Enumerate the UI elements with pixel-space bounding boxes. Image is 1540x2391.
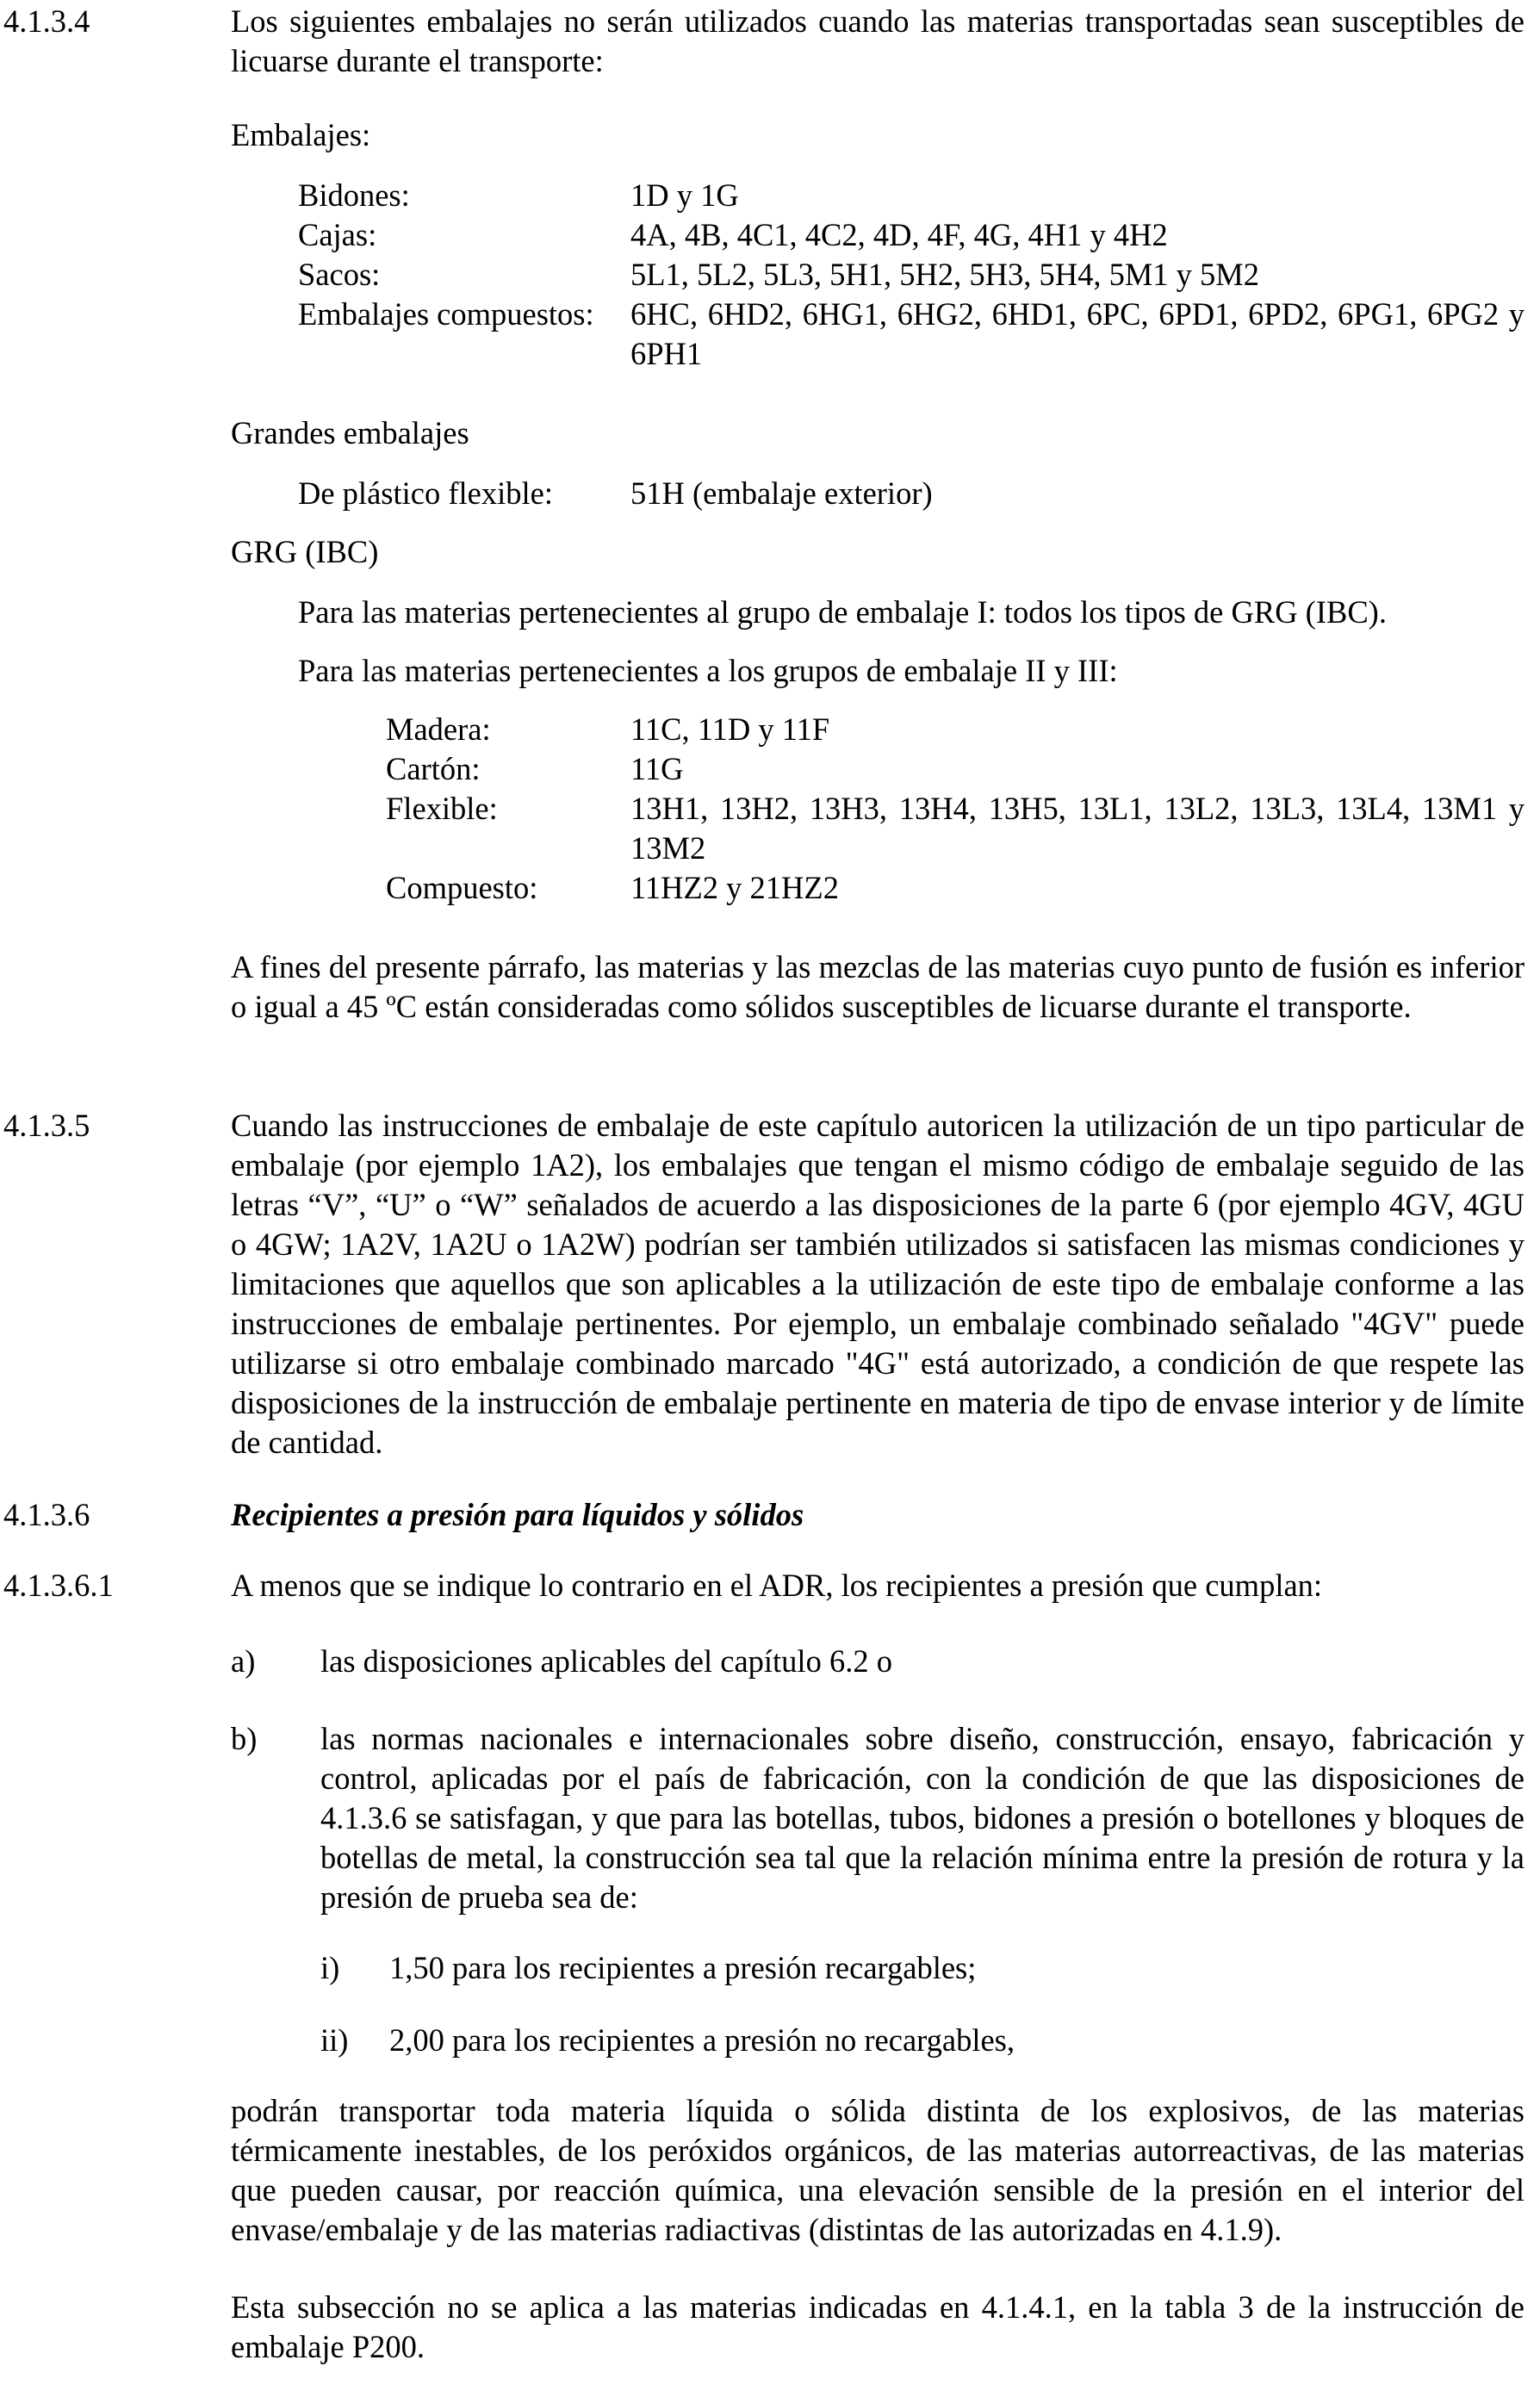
embalajes-label-sacos: Sacos: xyxy=(298,257,381,292)
grg-value-madera: 11C, 11D y 11F xyxy=(630,711,830,747)
list-item-a-text: las disposiciones aplicables del capítulo 6.2 o xyxy=(320,1643,892,1679)
grg-value-carton: 11G xyxy=(630,751,684,786)
grg-heading: GRG (IBC) xyxy=(231,534,379,569)
section-number-4-1-3-4: 4.1.3.4 xyxy=(3,3,90,39)
grg-label-madera: Madera: xyxy=(386,711,491,747)
embalajes-value-cajas: 4A, 4B, 4C1, 4C2, 4D, 4F, 4G, 4H1 y 4H2 xyxy=(630,217,1168,252)
list-item-i-text: 1,50 para los recipientes a presión recargables; xyxy=(389,1950,977,1985)
section-4-1-3-6-1-intro: A menos que se indique lo contrario en el ADR, los recipientes a presión que cumplan: xyxy=(231,1568,1323,1603)
list-marker-b: b) xyxy=(231,1721,258,1756)
section-4-1-3-4-closing: A fines del presente párrafo, las materias y las mezclas de las materias cuyo punto de fusión es inferior o igual a 45 ºC están consideradas como sólidos susceptibles de licuarse durante el transporte. xyxy=(231,949,1524,1024)
grg-group-2-3-text: Para las materias pertenecientes a los grupos de embalaje II y III: xyxy=(298,653,1118,688)
list-marker-ii: ii) xyxy=(320,2022,349,2058)
list-item-b-text: las normas nacionales e internacionales sobre diseño, construcción, ensayo, fabricación y control, aplicadas por el país de fabricación, con la condición de que las disposiciones de 4.1.3.6 se satisfagan, y que para las botellas, tubos, bidones a presión o botellones y bloques de botellas de metal, la construcción sea tal que la relación mínima entre la presión de rotura y la presión de prueba sea de: xyxy=(320,1721,1524,1915)
section-number-4-1-3-5: 4.1.3.5 xyxy=(3,1108,90,1143)
section-number-4-1-3-6-1: 4.1.3.6.1 xyxy=(3,1568,114,1603)
list-item-ii-text: 2,00 para los recipientes a presión no recargables, xyxy=(389,2022,1015,2058)
section-number-4-1-3-6: 4.1.3.6 xyxy=(3,1497,90,1532)
list-marker-i: i) xyxy=(320,1950,340,1985)
embalajes-value-compuestos: 6HC, 6HD2, 6HG1, 6HG2, 6HD1, 6PC, 6PD1, 6PD2, 6PG1, 6PG2 y 6PH1 xyxy=(630,296,1524,371)
grg-label-compuesto: Compuesto: xyxy=(386,870,538,905)
grg-label-flexible: Flexible: xyxy=(386,791,498,826)
grandes-embalajes-heading: Grandes embalajes xyxy=(231,415,469,450)
grg-value-flexible: 13H1, 13H2, 13H3, 13H4, 13H5, 13L1, 13L2, 13L3, 13L4, 13M1 y 13M2 xyxy=(630,791,1524,866)
embalajes-value-sacos: 5L1, 5L2, 5L3, 5H1, 5H2, 5H3, 5H4, 5M1 y 5M2 xyxy=(630,257,1259,292)
section-4-1-3-6-1-closing: podrán transportar toda materia líquida o sólida distinta de los explosivos, de las materias térmicamente inestables, de los peróxidos orgánicos, de las materias autorreactivas, de las materias que pueden causar, por reacción química, una elevación sensible de la presión en el interior del envase/embalaje y de las materias radiactivas (distintas de las autorizadas en 4.1.9). xyxy=(231,2093,1524,2247)
embalajes-label-cajas: Cajas: xyxy=(298,217,377,252)
section-4-1-3-6-1-note: Esta subsección no se aplica a las materias indicadas en 4.1.4.1, en la tabla 3 de la instrucción de embalaje P200. xyxy=(231,2289,1524,2364)
embalajes-label-bidones: Bidones: xyxy=(298,177,410,213)
grg-value-compuesto: 11HZ2 y 21HZ2 xyxy=(630,870,839,905)
section-4-1-3-6-title: Recipientes a presión para líquidos y sólidos xyxy=(231,1497,804,1532)
grandes-value-plastico-flexible: 51H (embalaje exterior) xyxy=(630,475,933,511)
grg-label-carton: Cartón: xyxy=(386,751,481,786)
embalajes-label-compuestos: Embalajes compuestos: xyxy=(298,296,594,332)
section-4-1-3-5-text: Cuando las instrucciones de embalaje de este capítulo autoricen la utilización de un tipo particular de embalaje (por ejemplo 1A2), los embalajes que tengan el mismo código de embalaje seguido de las letras “V”, “U” o “W” señalados de acuerdo a las disposiciones de la parte 6 (por ejemplo 4GV, 4GU o 4GW; 1A2V, 1A2U o 1A2W) podrían ser también utilizados si satisfacen las mismas condiciones y limitaciones que aquellos que son aplicables a la utilización de este tipo de embalaje conforme a las instrucciones de embalaje pertinentes. Por ejemplo, un embalaje combinado señalado "4GV" puede utilizarse si otro embalaje combinado marcado "4G" está autorizado, a condición de que respete las disposiciones de la instrucción de embalaje pertinente en materia de tipo de envase interior y de límite de cantidad. xyxy=(231,1108,1524,1460)
list-marker-a: a) xyxy=(231,1643,256,1679)
section-4-1-3-4-intro: Los siguientes embalajes no serán utilizados cuando las materias transportadas sean susceptibles de licuarse durante el transporte: xyxy=(231,3,1524,78)
grandes-label-plastico-flexible: De plástico flexible: xyxy=(298,475,553,511)
embalajes-heading: Embalajes: xyxy=(231,117,371,152)
embalajes-value-bidones: 1D y 1G xyxy=(630,177,739,213)
grg-group-1-text: Para las materias pertenecientes al grupo de embalaje I: todos los tipos de GRG (IBC). xyxy=(298,594,1387,630)
